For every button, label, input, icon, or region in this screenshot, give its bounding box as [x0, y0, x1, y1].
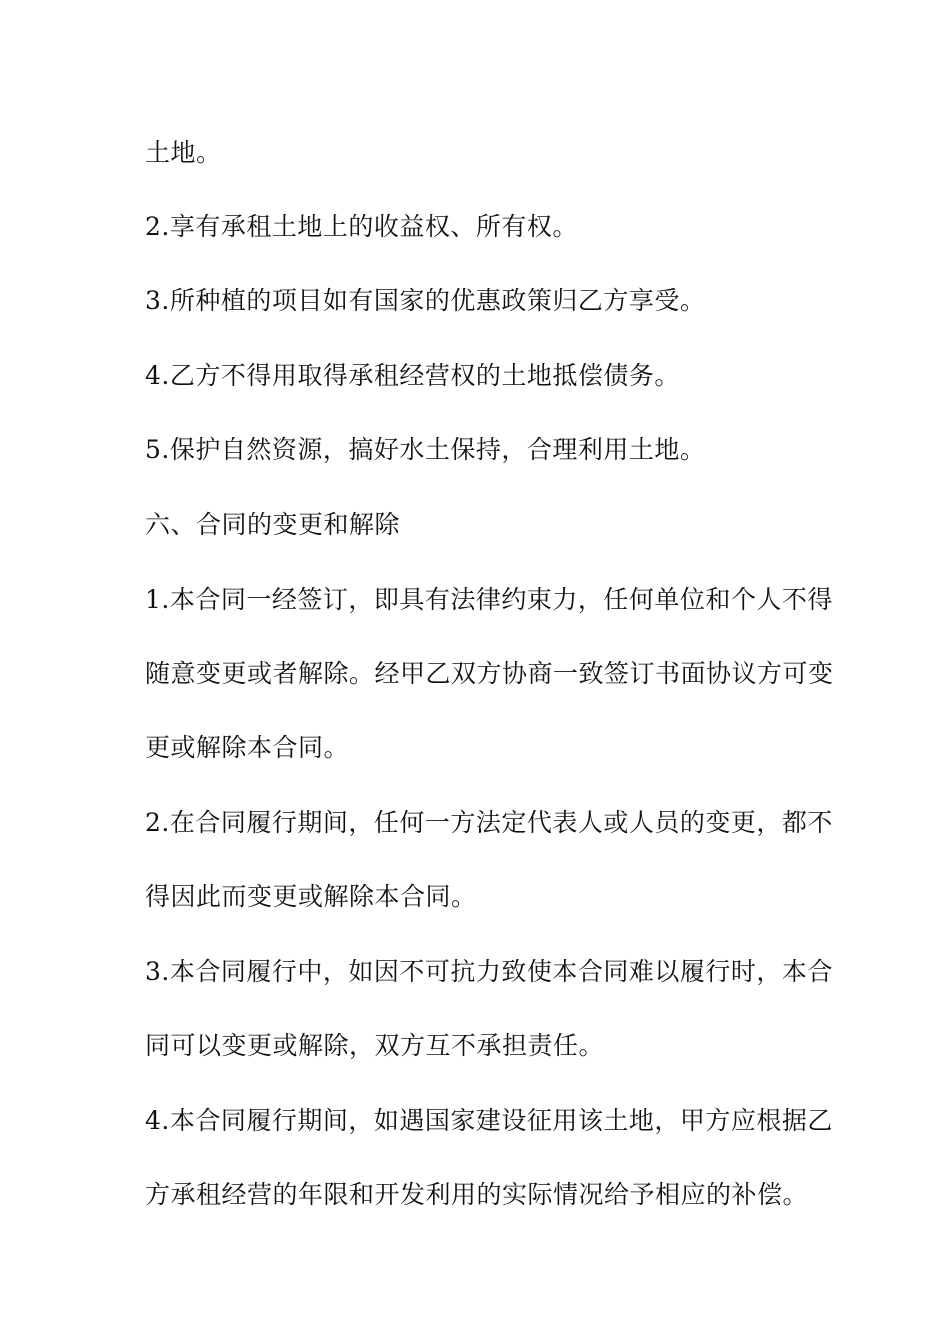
section-heading: 六、合同的变更和解除	[145, 510, 401, 539]
text-line-clause-4-end: 方承租经营的年限和开发利用的实际情况给予相应的补偿。	[145, 1180, 809, 1209]
text-line-clause-3: 3.本合同履行中，如因不可抗力致使本合同难以履行时，本合	[145, 957, 833, 986]
text-line-item-5: 5.保护自然资源，搞好水土保持，合理利用土地。	[145, 435, 706, 464]
text-line-item-4: 4.乙方不得用取得承租经营权的土地抵偿债务。	[145, 361, 680, 390]
text-line-continuation: 土地。	[145, 138, 222, 167]
text-line-clause-4: 4.本合同履行期间，如遇国家建设征用该土地，甲方应根据乙	[145, 1106, 833, 1135]
text-line-clause-1-end: 更或解除本合同。	[145, 733, 350, 762]
text-line-clause-2: 2.在合同履行期间，任何一方法定代表人或人员的变更，都不	[145, 808, 833, 837]
text-line-clause-2-end: 得因此而变更或解除本合同。	[145, 882, 477, 911]
text-line-item-2: 2.享有承租土地上的收益权、所有权。	[145, 212, 578, 241]
text-line-clause-3-end: 同可以变更或解除，双方互不承担责任。	[145, 1031, 605, 1060]
text-line-clause-1-cont: 随意变更或者解除。经甲乙双方协商一致签订书面协议方可变	[145, 659, 834, 688]
text-line-clause-1: 1.本合同一经签订，即具有法律约束力，任何单位和个人不得	[145, 585, 833, 614]
text-line-item-3: 3.所种植的项目如有国家的优惠政策归乙方享受。	[145, 286, 706, 315]
